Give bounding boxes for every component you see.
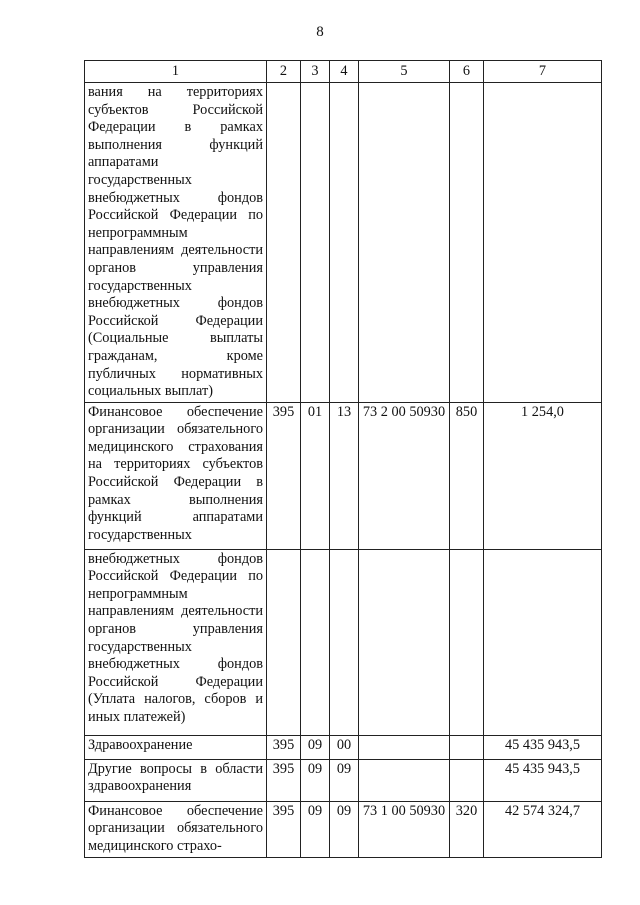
expense-type-code <box>450 735 484 759</box>
target-article-code: 73 1 00 50930 <box>359 801 450 857</box>
amount: 42 574 324,7 <box>484 801 602 857</box>
target-article-code <box>359 759 450 801</box>
amount <box>484 549 602 735</box>
expense-type-code <box>450 549 484 735</box>
row-name: вания на территориях субъектов Российской Федерации в рамках выполнения функций аппаратами государственных внебюджетных фондов Российской Федерации по непрограммным направлениям деятельности органов управления государственных внебюджетных фондов Российской Федерации (Социальные выплаты гражданам, кроме публичных нормативных социальных выплат) <box>85 83 267 403</box>
subsection-code: 09 <box>330 801 359 857</box>
subsection-code: 00 <box>330 735 359 759</box>
table-row <box>85 759 602 801</box>
amount <box>484 83 602 403</box>
column-header: 6 <box>450 61 484 83</box>
section-code: 01 <box>301 402 330 549</box>
grbs-code: 395 <box>267 801 301 857</box>
target-article-code <box>359 83 450 403</box>
grbs-code <box>267 549 301 735</box>
subsection-code <box>330 83 359 403</box>
row-name: Финансовое обеспечение организации обязательного медицинского страхования на территориях субъектов Российской Федерации в рамках выполнения функций аппаратами государственных <box>85 402 267 549</box>
section-code: 09 <box>301 801 330 857</box>
expense-type-code <box>450 759 484 801</box>
amount: 45 435 943,5 <box>484 759 602 801</box>
table-row <box>85 735 602 759</box>
row-name: Другие вопросы в области здравоохранения <box>85 759 267 801</box>
section-code: 09 <box>301 735 330 759</box>
target-article-code <box>359 735 450 759</box>
table-header-row <box>85 61 602 83</box>
grbs-code: 395 <box>267 402 301 549</box>
subsection-code: 09 <box>330 759 359 801</box>
grbs-code: 395 <box>267 759 301 801</box>
row-name: внебюджетных фондов Российской Федерации по непрограммным направлениям деятельности органов управления государственных внебюджетных фондов Российской Федерации (Уплата налогов, сборов и иных платежей) <box>85 549 267 735</box>
column-header: 3 <box>301 61 330 83</box>
expense-type-code <box>450 83 484 403</box>
amount: 45 435 943,5 <box>484 735 602 759</box>
page-number: 8 <box>316 24 324 40</box>
row-name: Здравоохранение <box>85 735 267 759</box>
target-article-code: 73 2 00 50930 <box>359 402 450 549</box>
row-name: Финансовое обеспечение организации обязательного медицинского страхо- <box>85 801 267 857</box>
subsection-code: 13 <box>330 402 359 549</box>
table-row <box>85 549 602 735</box>
target-article-code <box>359 549 450 735</box>
grbs-code <box>267 83 301 403</box>
column-header: 5 <box>359 61 450 83</box>
column-header: 4 <box>330 61 359 83</box>
section-code <box>301 549 330 735</box>
section-code <box>301 83 330 403</box>
grbs-code: 395 <box>267 735 301 759</box>
table-row <box>85 83 602 403</box>
table-row <box>85 801 602 857</box>
budget-table <box>84 60 602 858</box>
expense-type-code: 850 <box>450 402 484 549</box>
expense-type-code: 320 <box>450 801 484 857</box>
table-row <box>85 402 602 549</box>
subsection-code <box>330 549 359 735</box>
column-header: 7 <box>484 61 602 83</box>
section-code: 09 <box>301 759 330 801</box>
column-header: 2 <box>267 61 301 83</box>
amount: 1 254,0 <box>484 402 602 549</box>
column-header: 1 <box>85 61 267 83</box>
